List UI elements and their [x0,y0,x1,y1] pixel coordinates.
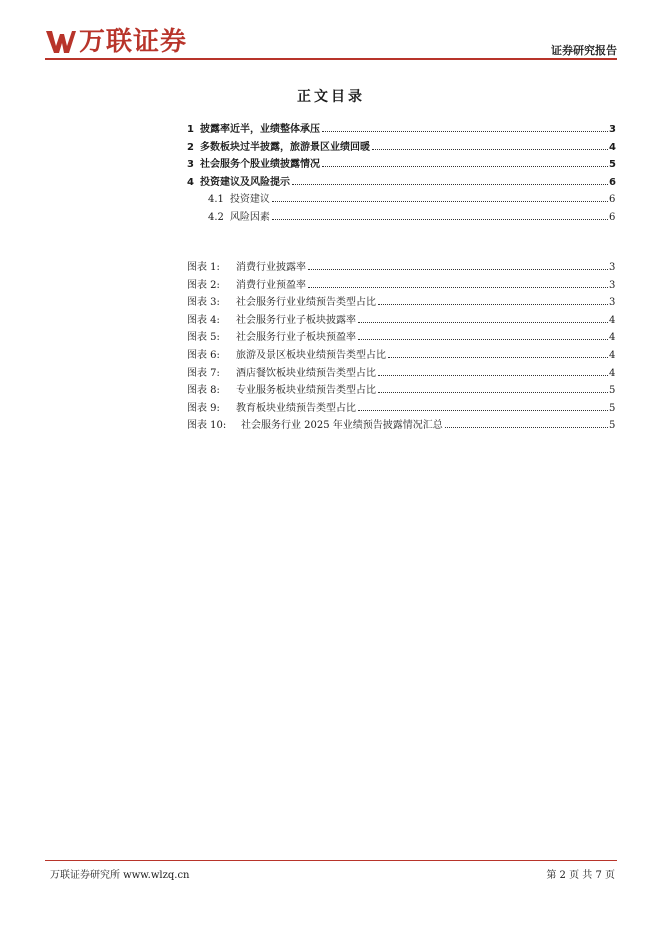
leader-dots [272,201,608,202]
toc-item-label: 投资建议及风险提示 [199,176,290,188]
figure-page: 3 [609,262,616,273]
toc-item-label: 披露率近半，业绩整体承压 [199,124,320,135]
figure-page: 3 [609,297,616,309]
toc-item-number: 1 [187,124,194,135]
figure-item[interactable] [187,328,615,346]
footer-source: 万联证券研究所 www.wlzq.cn [50,870,190,881]
footer-divider [45,860,617,861]
toc-item-label: 风险因素 [229,211,270,223]
company-logo [45,26,187,58]
toc-item-number: 4.1 [208,194,224,206]
table-of-contents [187,120,615,226]
figure-label: 社会服务行业 2025 年业绩预告披露情况汇总 [241,420,443,432]
toc-item-number: 4 [187,176,194,188]
figure-number: 图表 6: [187,349,220,361]
toc-item-page: 4 [609,141,616,153]
figure-number: 图表 3: [187,297,220,309]
toc-item-label: 社会服务个股业绩披露情况 [199,159,320,171]
figure-page: 4 [609,367,616,379]
leader-dots [272,219,608,220]
figure-page: 4 [609,349,616,361]
leader-dots [358,322,608,323]
figure-number: 图表 7: [187,367,220,379]
figure-number: 图表 1: [187,262,220,273]
figure-item[interactable] [187,381,615,399]
toc-item-number: 4.2 [208,211,224,223]
figure-page: 5 [609,402,616,414]
leader-dots [358,410,608,411]
report-type: 证券研究报告 [551,44,617,57]
toc-item[interactable] [187,120,615,138]
leader-dots [308,269,608,270]
toc-item-page: 6 [609,211,616,223]
toc-item-page: 6 [609,194,616,206]
leader-dots [378,375,608,376]
toc-item-label: 多数板块过半披露，旅游景区业绩回暖 [199,141,370,153]
figure-label: 教育板块业绩预告类型占比 [236,402,356,414]
figure-number: 图表 10: [187,420,227,432]
figure-label: 旅游及景区板块业绩预告类型占比 [236,349,386,361]
figure-label: 社会服务行业业绩预告类型占比 [236,297,376,309]
figure-list [187,258,615,434]
leader-dots [358,339,608,340]
figure-page: 4 [609,314,616,326]
leader-dots [388,357,608,358]
leader-dots [308,287,608,288]
leader-dots [292,184,608,185]
figure-number: 图表 2: [187,279,220,291]
toc-item-label: 投资建议 [229,194,270,206]
figure-number: 图表 9: [187,402,220,414]
w-logo-icon [45,28,77,56]
figure-item[interactable] [187,276,615,294]
figure-item[interactable] [187,293,615,311]
figure-item[interactable] [187,416,615,434]
figure-page: 5 [609,385,616,397]
leader-dots [372,149,608,150]
figure-label: 社会服务行业子板块预盈率 [236,332,356,344]
figure-label: 消费行业披露率 [236,262,306,273]
leader-dots [322,166,608,167]
toc-item-page: 3 [609,124,616,135]
toc-item-page: 5 [609,159,616,171]
figure-page: 5 [609,420,616,432]
leader-dots [322,131,608,132]
figure-item[interactable] [187,346,615,364]
figure-number: 图表 5: [187,332,220,344]
toc-item-number: 2 [187,141,194,153]
figure-page: 4 [609,332,616,344]
figure-label: 社会服务行业子板块披露率 [236,314,356,326]
leader-dots [445,427,608,428]
leader-dots [378,392,608,393]
figure-label: 专业服务板块业绩预告类型占比 [236,385,376,397]
figure-item[interactable] [187,311,615,329]
header-divider [45,58,617,60]
toc-item-page: 6 [609,176,616,188]
figure-item[interactable] [187,258,615,276]
toc-subitem[interactable] [187,190,615,208]
toc-item[interactable] [187,173,615,191]
figure-number: 图表 8: [187,385,220,397]
figure-label: 消费行业预盈率 [236,279,306,291]
toc-title: 正文目录 [297,89,365,105]
page-number: 第 2 页 共 7 页 [546,870,615,881]
figure-item[interactable] [187,399,615,417]
toc-item-number: 3 [187,159,194,171]
figure-number: 图表 4: [187,314,220,326]
page-header [45,26,617,66]
figure-label: 酒店餐饮板块业绩预告类型占比 [236,367,376,379]
toc-item[interactable] [187,138,615,156]
figure-item[interactable] [187,364,615,382]
toc-item[interactable] [187,155,615,173]
figure-page: 3 [609,279,616,291]
logo-text: 万联证券 [79,27,188,57]
leader-dots [378,304,608,305]
toc-subitem[interactable] [187,208,615,226]
